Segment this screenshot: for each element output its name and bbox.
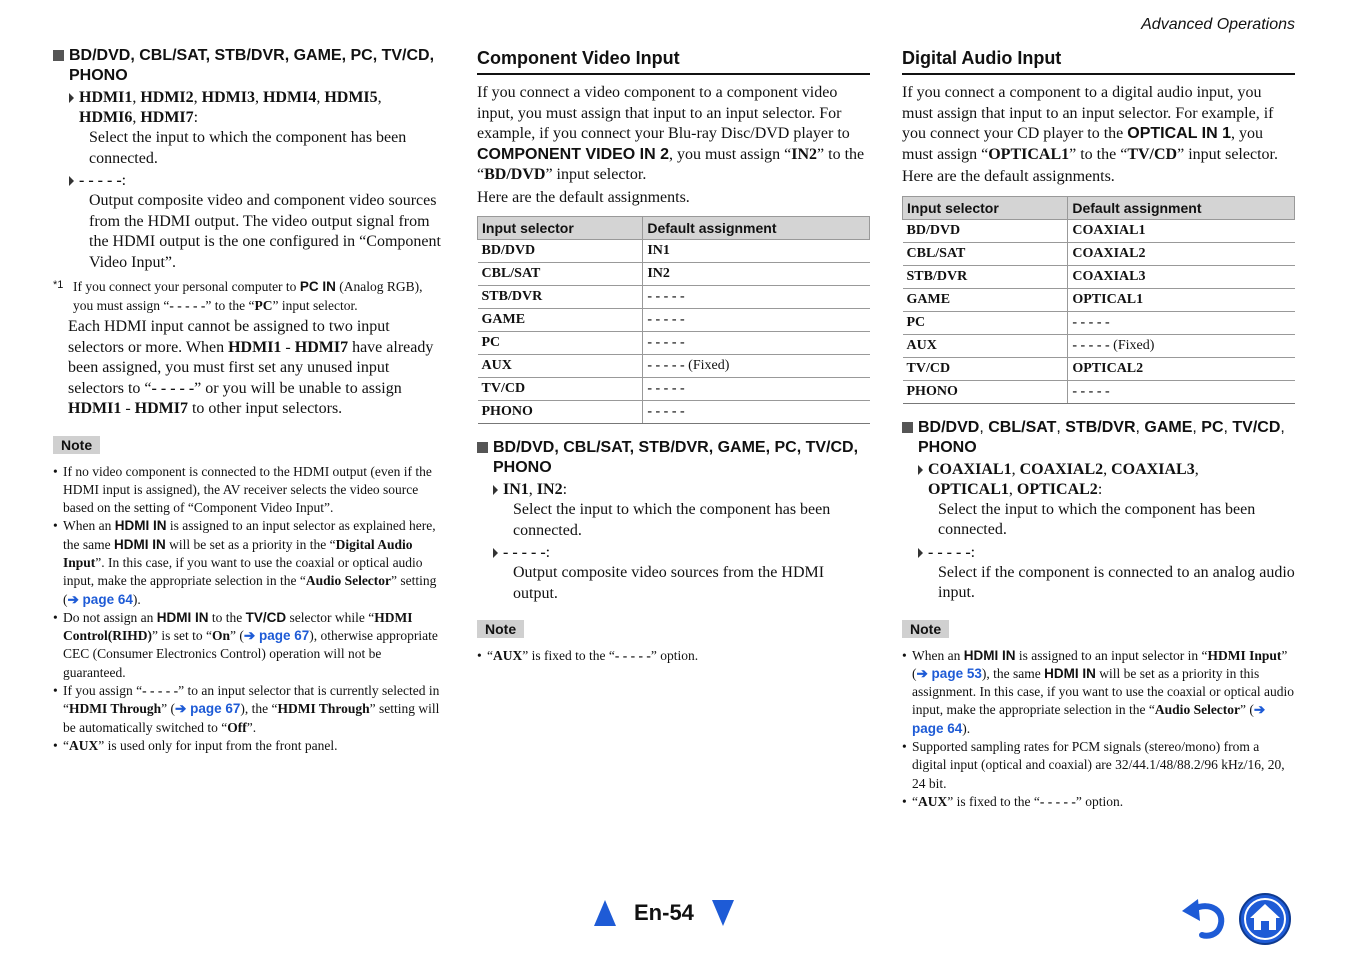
table-cell: - - - - - — [1068, 311, 1295, 334]
option-none: - - - - - — [503, 544, 546, 561]
table-cell: - - - - - (Fixed) — [1068, 334, 1295, 357]
home-icon[interactable] — [1238, 892, 1292, 946]
table-cell: PHONO — [478, 401, 643, 424]
assignment-table — [902, 196, 1295, 404]
table-cell: - - - - - — [643, 378, 870, 401]
table-cell: CBL/SAT — [478, 263, 643, 286]
page-64-link[interactable]: ➔ page 64 — [67, 591, 133, 607]
option-hdmi7: HDMI7 — [140, 109, 194, 126]
option-hdmi4: HDMI4 — [262, 89, 317, 106]
page-navigation — [594, 900, 734, 926]
page-64-link[interactable]: ➔ page 64 — [912, 702, 1266, 736]
none-option-item: - - - - -: — [477, 543, 870, 563]
option-none: - - - - - — [79, 172, 122, 189]
note-label: Note — [902, 620, 949, 638]
in-options-item: IN1, IN2: — [477, 480, 870, 500]
table-cell: COAXIAL2 — [1068, 242, 1295, 265]
option-description: Output composite video sources from the HDMI output. — [513, 564, 825, 602]
table-row — [903, 288, 1295, 311]
option-description: Output composite video and component video sources from the HDMI output. The video output signal from the HDMI output is the one configured in “Component Video Input”. — [89, 192, 441, 271]
option-hdmi5: HDMI5 — [324, 89, 378, 106]
option-coaxial3: COAXIAL3 — [1111, 460, 1195, 478]
note-list — [477, 647, 870, 665]
page-53-link[interactable]: ➔ page 53 — [916, 665, 982, 681]
option-hdmi3: HDMI3 — [201, 89, 255, 106]
table-cell: BD/DVD — [478, 240, 643, 263]
table-cell: AUX — [903, 334, 1068, 357]
page-67-link[interactable]: ➔ page 67 — [175, 701, 241, 717]
note-label: Note — [53, 436, 100, 454]
prev-page-arrow-icon[interactable] — [594, 900, 616, 926]
table-cell: GAME — [478, 309, 643, 332]
table-cell: OPTICAL2 — [1068, 357, 1295, 380]
note-item: • “AUX” is fixed to the “- - - - -” option. — [902, 793, 1295, 811]
note-list — [902, 647, 1295, 812]
footnote-mark: *1 — [53, 279, 64, 291]
next-page-arrow-icon[interactable] — [712, 900, 734, 926]
table-cell: IN1 — [643, 240, 870, 263]
table-cell: - - - - - — [643, 309, 870, 332]
selector-heading: BD/DVD, CBL/SAT, STB/DVR, GAME, PC, TV/CD, PHONO — [53, 46, 445, 86]
table-row — [478, 263, 870, 286]
table-row — [478, 401, 870, 424]
intro-paragraph: If you connect a video component to a component video input, you must assign that input to an input selector. For example, if you connect your Blu-ray Disc/DVD player to COMPONENT VIDEO IN 2, you must assign “IN2” to the “BD/DVD” input selector. — [477, 84, 865, 183]
none-option-item: - - - - -: — [902, 543, 1295, 563]
column-component-video — [477, 46, 870, 665]
option-description: Select the input to which the component has been connected. — [89, 129, 407, 167]
table-cell: TV/CD — [903, 357, 1068, 380]
note-item: • Supported sampling rates for PCM signals (stereo/mono) from a digital input (optical and coaxial) are 32/44.1/48/88.2/96 kHz/16, 20, 24 bit. — [902, 738, 1295, 793]
triangle-bullet-icon — [493, 485, 498, 495]
option-hdmi6: HDMI6 — [79, 109, 133, 126]
table-row — [903, 311, 1295, 334]
column-hdmi-input — [53, 46, 445, 755]
defaults-line: Here are the default assignments. — [902, 168, 1115, 185]
column-digital-audio — [902, 46, 1295, 811]
option-in1: IN1 — [503, 481, 529, 498]
table-cell: - - - - - — [1068, 380, 1295, 403]
table-cell: COAXIAL3 — [1068, 265, 1295, 288]
option-description: Select the input to which the component has been connected. — [938, 500, 1256, 538]
table-cell: - - - - - — [643, 332, 870, 355]
back-arrow-icon[interactable] — [1180, 897, 1228, 941]
option-optical1: OPTICAL1 — [928, 480, 1009, 498]
table-header: Default assignment — [643, 217, 870, 240]
table-row — [478, 332, 870, 355]
table-row — [478, 286, 870, 309]
note-item: • If no video component is connected to the HDMI output (even if the HDMI input is assigned), the AV receiver selects the video source based on the setting of “Component Video Input”. — [53, 463, 445, 518]
table-cell: TV/CD — [478, 378, 643, 401]
table-cell: PC — [903, 311, 1068, 334]
option-optical2: OPTICAL2 — [1016, 480, 1098, 498]
table-cell: GAME — [903, 288, 1068, 311]
option-in2: IN2 — [536, 481, 563, 498]
triangle-bullet-icon — [918, 465, 923, 475]
table-header: Input selector — [478, 217, 643, 240]
triangle-bullet-icon — [493, 548, 498, 558]
option-hdmi2: HDMI2 — [140, 89, 194, 106]
table-cell: AUX — [478, 355, 643, 378]
table-cell: STB/DVR — [903, 265, 1068, 288]
table-cell: PHONO — [903, 380, 1068, 403]
assignment-paragraph: Each HDMI input cannot be assigned to two input selectors or more. When HDMI1 - HDMI7 have already been assigned, you must first set any unused input selectors to “- - - - -” or you will be unable to assign HDMI1 - HDMI7 to other input selectors. — [68, 318, 434, 417]
intro-paragraph: If you connect a component to a digital audio input, you must assign that input to an input selector. For example, if you connect your CD player to the OPTICAL IN 1, you must assign “OPTICAL1” to the “TV/CD” input selector. — [902, 84, 1278, 163]
note-label: Note — [477, 620, 524, 638]
table-cell: - - - - - — [643, 286, 870, 309]
note-item: • If you assign “- - - - -” to an input selector that is currently selected in “HDMI Through” (➔ page 67), the “HDMI Through” setting will be automatically switched to “Off”. — [53, 682, 445, 737]
note-item: • When an HDMI IN is assigned to an input selector in “HDMI Input” (➔ page 53), the same HDMI IN will be set as a priority in this assignment. In this case, if you want to use the coaxial or optical audio input, make the appropriate selection in the “Audio Selector” (➔ page 64). — [902, 647, 1295, 738]
option-hdmi1: HDMI1 — [79, 89, 133, 106]
section-title: Digital Audio Input — [902, 46, 1295, 75]
table-cell: - - - - - — [643, 401, 870, 424]
page-number: En-54 — [634, 900, 694, 925]
option-description: Select if the component is connected to an analog audio input. — [938, 563, 1295, 601]
table-row — [478, 378, 870, 401]
section-header: Advanced Operations — [1141, 16, 1295, 33]
page-67-link[interactable]: ➔ page 67 — [243, 628, 310, 644]
option-description: Select the input to which the component has been connected. — [513, 501, 831, 539]
table-cell: OPTICAL1 — [1068, 288, 1295, 311]
selector-heading: BD/DVD, CBL/SAT, STB/DVR, GAME, PC, TV/CD, PHONO — [902, 418, 1295, 458]
note-item: • When an HDMI IN is assigned to an input selector as explained here, the same HDMI IN will be set as a priority in the “Digital Audio Input”. In this case, if you want to use the coaxial or optical audio input, make the appropriate selection in the “Audio Selector” setting (➔ page 64). — [53, 517, 445, 608]
table-row — [903, 242, 1295, 265]
table-cell: IN2 — [643, 263, 870, 286]
note-item: • “AUX” is used only for input from the front panel. — [53, 737, 445, 755]
table-cell: PC — [478, 332, 643, 355]
defaults-line: Here are the default assignments. — [477, 188, 690, 206]
table-row — [478, 355, 870, 378]
table-row — [478, 240, 870, 263]
table-cell: CBL/SAT — [903, 242, 1068, 265]
nav-icons — [1180, 892, 1292, 946]
assignment-table — [477, 216, 870, 424]
table-cell: - - - - - (Fixed) — [643, 355, 870, 378]
table-row — [903, 219, 1295, 242]
triangle-bullet-icon — [918, 548, 923, 558]
table-row — [903, 357, 1295, 380]
table-header: Input selector — [903, 196, 1068, 219]
triangle-bullet-icon — [69, 93, 74, 103]
table-cell: BD/DVD — [903, 219, 1068, 242]
section-title: Component Video Input — [477, 46, 870, 75]
option-none: - - - - - — [928, 543, 971, 561]
option-coaxial1: COAXIAL1 — [928, 460, 1012, 478]
digital-options-item: COAXIAL1, COAXIAL2, COAXIAL3, OPTICAL1, OPTICAL2: — [902, 460, 1295, 500]
option-coaxial2: COAXIAL2 — [1019, 460, 1104, 478]
table-row — [903, 265, 1295, 288]
table-row — [903, 334, 1295, 357]
hdmi-options-item: HDMI1, HDMI2, HDMI3, HDMI4, HDMI5, HDMI6, HDMI7: — [53, 88, 445, 128]
none-option-item: - - - - -: — [53, 171, 445, 191]
footnote: *1 If you connect your personal computer to PC IN (Analog RGB), you must assign “- - - - -” to the “PC” input selector. — [53, 277, 445, 315]
table-row — [903, 380, 1295, 403]
table-cell: COAXIAL1 — [1068, 219, 1295, 242]
note-item: • Do not assign an HDMI IN to the TV/CD selector while “HDMI Control(RIHD)” is set to “On” (➔ page 67), otherwise appropriate CEC (Consumer Electronics Control) operation will not be guaranteed. — [53, 609, 445, 682]
table-header: Default assignment — [1068, 196, 1295, 219]
table-row — [478, 309, 870, 332]
table-cell: STB/DVR — [478, 286, 643, 309]
note-list — [53, 463, 445, 756]
selector-heading: BD/DVD, CBL/SAT, STB/DVR, GAME, PC, TV/CD, PHONO — [477, 438, 870, 478]
note-item: • “AUX” is fixed to the “- - - - -” option. — [477, 647, 870, 665]
triangle-bullet-icon — [69, 176, 74, 186]
